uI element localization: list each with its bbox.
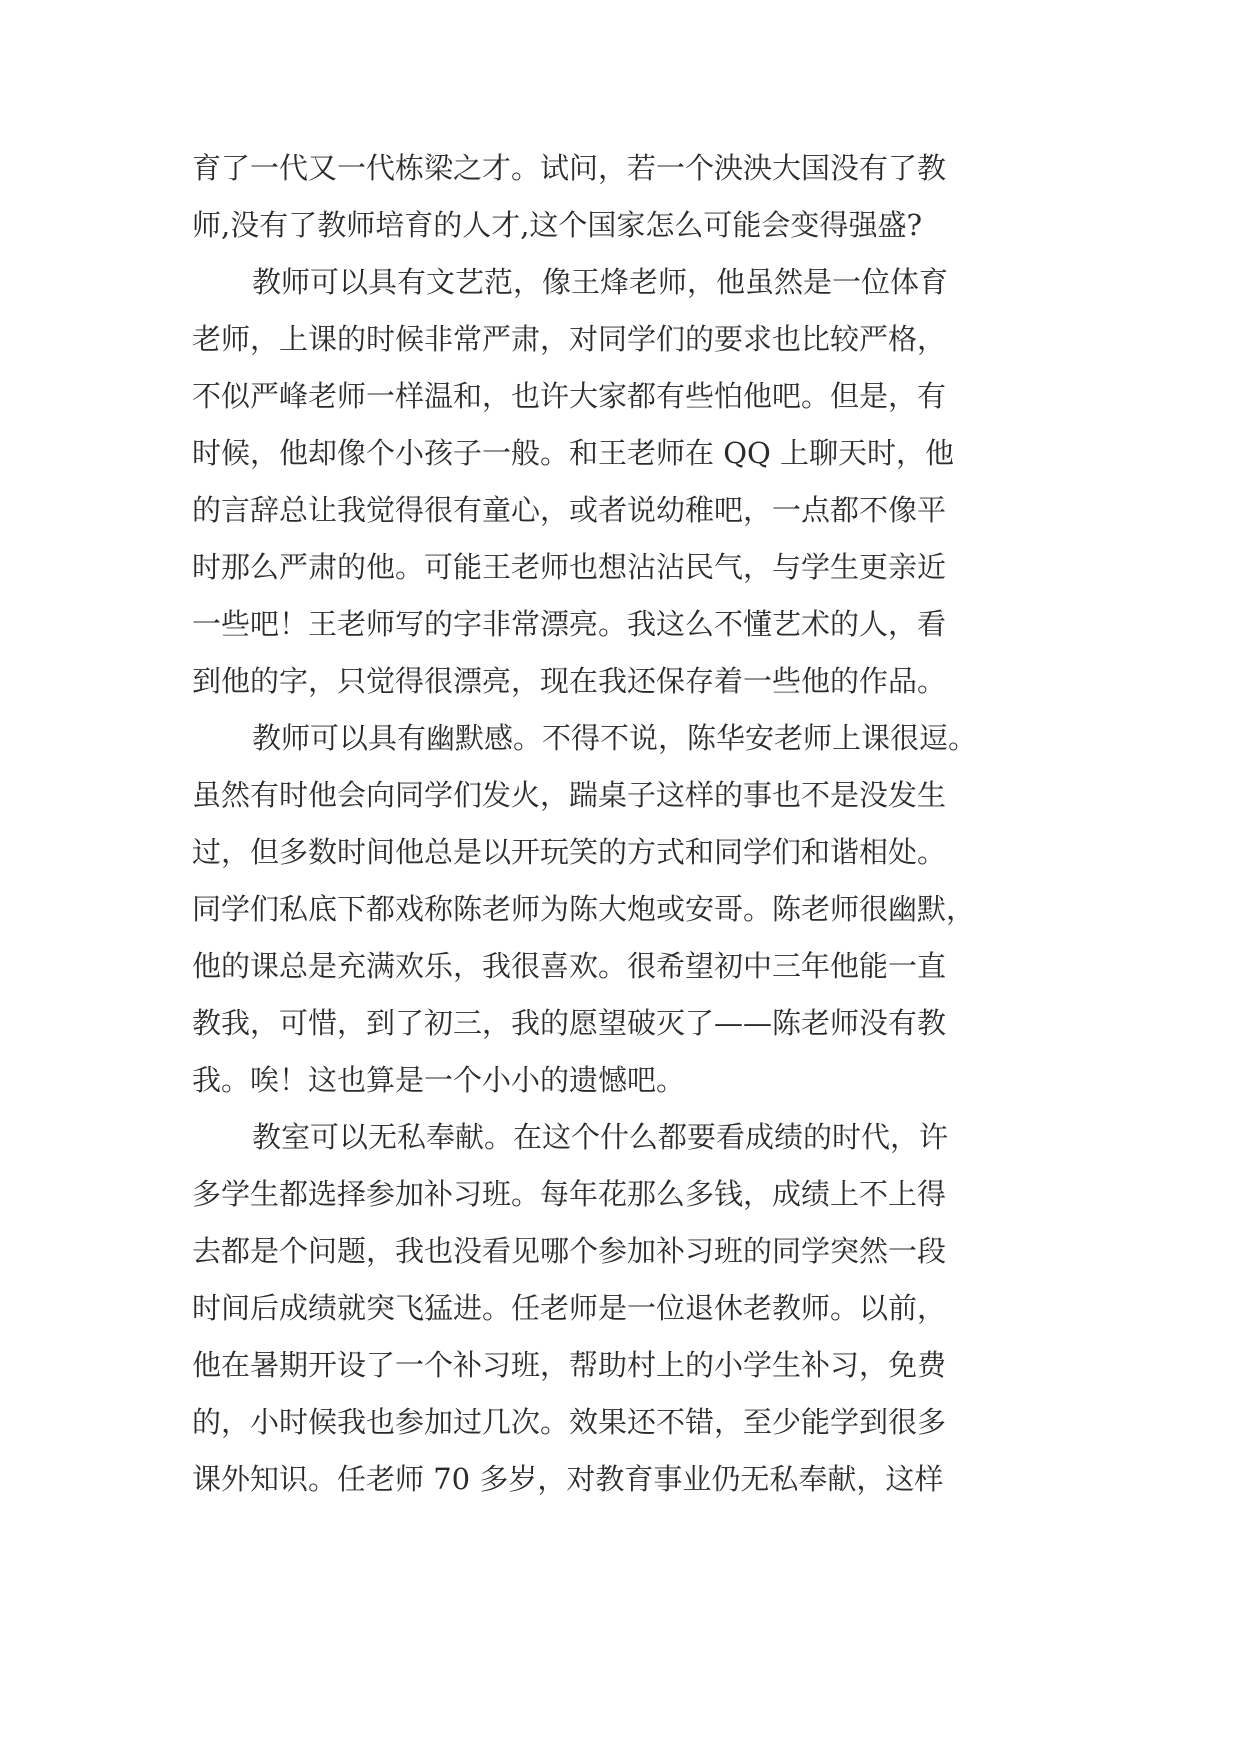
paragraph-first-line: 教师可以具有文艺范，像王烽老师，他虽然是一位体育 bbox=[252, 265, 949, 299]
text-line: 过，但多数时间他总是以开玩笑的方式和同学们和谐相处。 bbox=[192, 835, 947, 869]
text-line: 课外知识。任老师 70 多岁，对教育事业仍无私奉献，这样 bbox=[192, 1462, 944, 1496]
text-line: 一些吧！王老师写的字非常漂亮。我这么不懂艺术的人，看 bbox=[192, 607, 947, 641]
text-line: 的，小时候我也参加过几次。效果还不错，至少能学到很多 bbox=[192, 1405, 947, 1439]
text-line: 师,没有了教师培育的人才,这个国家怎么可能会变得强盛? bbox=[192, 208, 922, 242]
text-line: 老师，上课的时候非常严肃，对同学们的要求也比较严格， bbox=[192, 322, 947, 356]
text-line: 时那么严肃的他。可能王老师也想沾沾民气，与学生更亲近 bbox=[192, 550, 947, 584]
text-line: 他在暑期开设了一个补习班，帮助村上的小学生补习，免费 bbox=[192, 1348, 947, 1382]
text-line: 时间后成绩就突飞猛进。任老师是一位退休老教师。以前， bbox=[192, 1291, 947, 1325]
paragraph-first-line: 教师可以具有幽默感。不得不说，陈华安老师上课很逗。 bbox=[252, 721, 978, 755]
text-line: 到他的字，只觉得很漂亮，现在我还保存着一些他的作品。 bbox=[192, 664, 947, 698]
text-line: 他的课总是充满欢乐，我很喜欢。很希望初中三年他能一直 bbox=[192, 949, 947, 983]
text-line: 不似严峰老师一样温和，也许大家都有些怕他吧。但是，有 bbox=[192, 379, 947, 413]
text-line: 育了一代又一代栋梁之才。试问，若一个泱泱大国没有了教 bbox=[192, 151, 947, 185]
paragraph-first-line: 教室可以无私奉献。在这个什么都要看成绩的时代，许 bbox=[252, 1120, 949, 1154]
text-line: 去都是个问题，我也没看见哪个参加补习班的同学突然一段 bbox=[192, 1234, 947, 1268]
text-line: 虽然有时他会向同学们发火，踹桌子这样的事也不是没发生 bbox=[192, 778, 947, 812]
text-line: 同学们私底下都戏称陈老师为陈大炮或安哥。陈老师很幽默， bbox=[192, 892, 976, 926]
text-line: 教我，可惜，到了初三，我的愿望破灭了——陈老师没有教 bbox=[192, 1006, 947, 1040]
text-line: 时候，他却像个小孩子一般。和王老师在 QQ 上聊天时，他 bbox=[192, 436, 954, 470]
text-line: 的言辞总让我觉得很有童心，或者说幼稚吧，一点都不像平 bbox=[192, 493, 947, 527]
text-line: 我。唉！这也算是一个小小的遗憾吧。 bbox=[192, 1063, 686, 1097]
text-line: 多学生都选择参加补习班。每年花那么多钱，成绩上不上得 bbox=[192, 1177, 947, 1211]
